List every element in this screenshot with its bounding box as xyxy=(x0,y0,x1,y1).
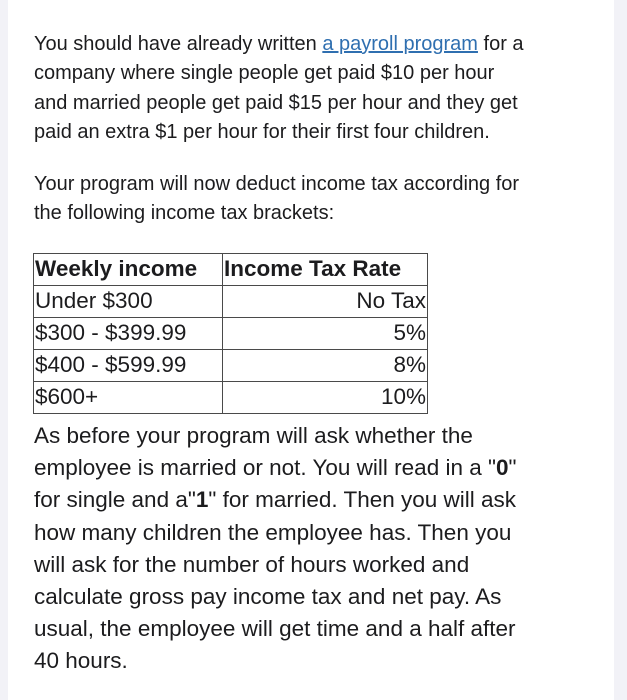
table-row xyxy=(34,286,428,318)
table-header-row xyxy=(34,254,428,286)
rate-cell: 5% xyxy=(223,318,428,350)
instructions-line-4: how many children the employee has. Then you xyxy=(34,519,512,545)
intro-text-end: for a xyxy=(477,33,524,55)
payroll-program-link[interactable]: a payroll program xyxy=(322,33,478,55)
table-row xyxy=(34,318,428,350)
table-row xyxy=(34,382,428,414)
instructions-line-8: 40 hours. xyxy=(34,648,128,674)
instructions-paragraph xyxy=(34,420,614,678)
intro-line-2: company where single people get paid $10 per hour xyxy=(34,62,495,85)
content-card xyxy=(8,0,614,700)
instructions-line-7: usual, the employee will get time and a half after xyxy=(34,616,516,642)
married-code: 1 xyxy=(195,487,209,513)
income-cell: $400 - $599.99 xyxy=(34,350,223,382)
income-cell: $600+ xyxy=(34,382,223,414)
intro-paragraph xyxy=(34,30,614,147)
intro-text-start: You should have already written xyxy=(34,33,323,55)
brackets-intro-line-2: the following income tax brackets: xyxy=(34,202,335,225)
brackets-intro-paragraph xyxy=(34,170,614,229)
instructions-line-1: As before your program will ask whether the xyxy=(34,423,473,448)
header-income-tax-rate: Income Tax Rate xyxy=(223,254,428,286)
income-cell: $300 - $399.99 xyxy=(34,318,223,350)
intro-line-3: and married people get paid $15 per hour and they get xyxy=(34,91,518,114)
single-code: 0 xyxy=(495,455,509,481)
table-row xyxy=(34,350,428,382)
instructions-line-3a: for single and a" xyxy=(34,487,196,513)
rate-cell: No Tax xyxy=(223,286,428,318)
tax-brackets-table xyxy=(33,253,428,414)
rate-cell: 8% xyxy=(223,350,428,382)
instructions-line-3c: " for married. Then you will ask xyxy=(208,487,517,513)
header-weekly-income: Weekly income xyxy=(34,254,223,286)
instructions-line-2a: employee is married or not. You will read in a " xyxy=(34,455,496,481)
instructions-line-6: calculate gross pay income tax and net pay. As xyxy=(34,584,502,610)
brackets-intro-line-1: Your program will now deduct income tax according for xyxy=(34,173,520,195)
rate-cell: 10% xyxy=(223,382,428,414)
instructions-line-5: will ask for the number of hours worked and xyxy=(34,551,470,577)
instructions-line-2c: " xyxy=(508,455,517,481)
income-cell: Under $300 xyxy=(34,286,223,318)
intro-line-4: paid an extra $1 per hour for their first four children. xyxy=(34,120,490,143)
